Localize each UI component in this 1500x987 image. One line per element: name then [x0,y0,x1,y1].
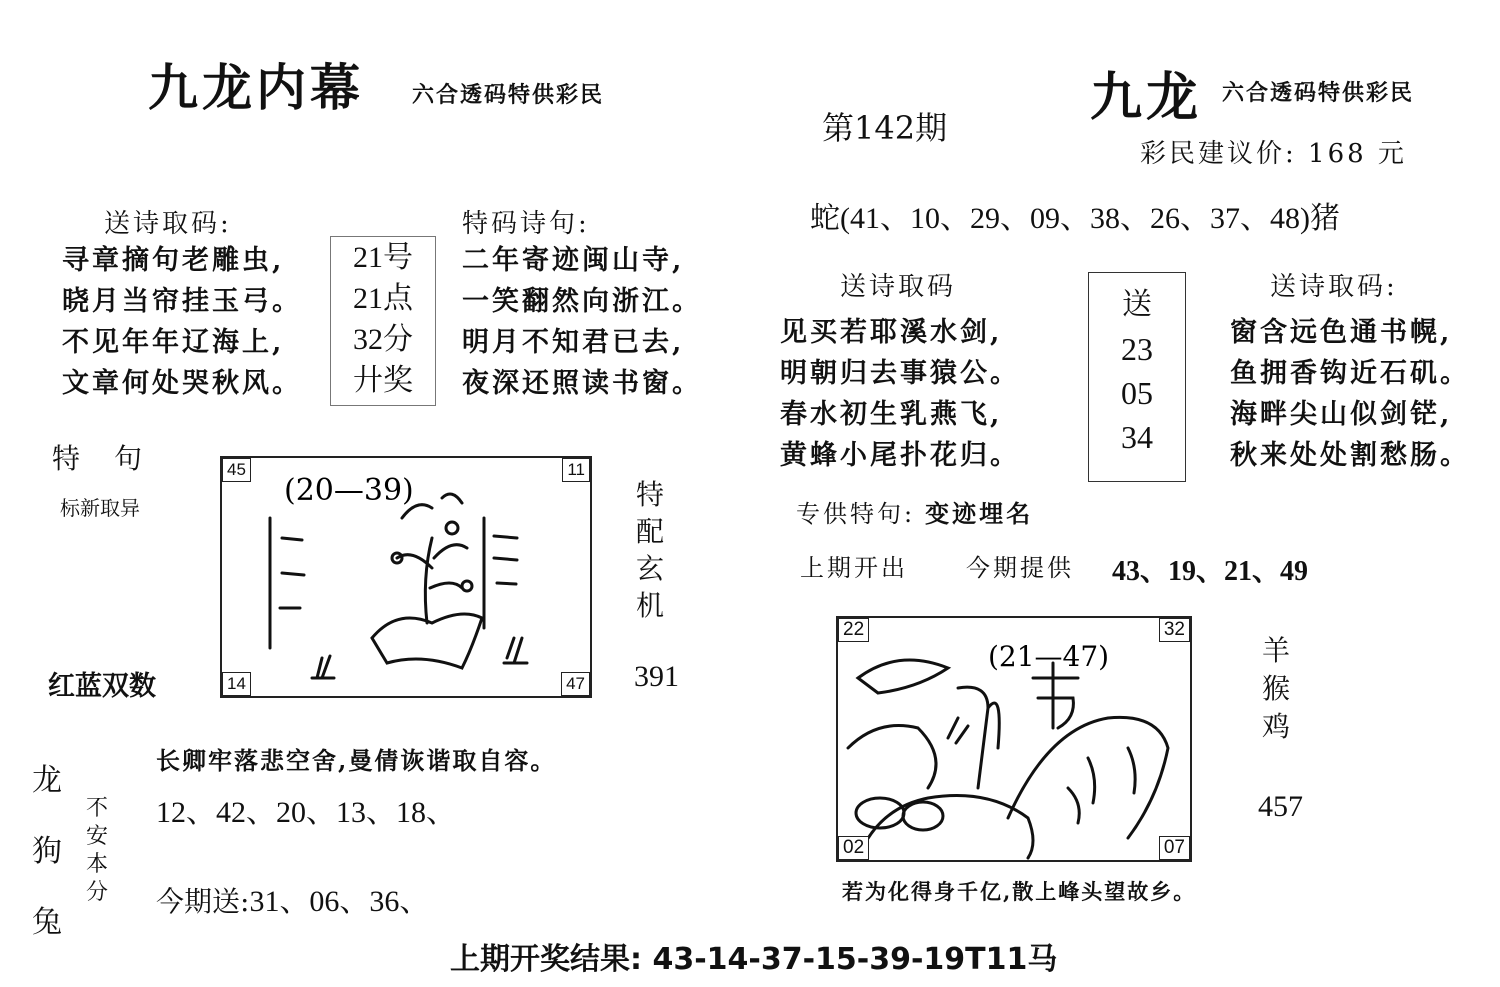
right-subtitle: 六合透码特供彩民 [1222,80,1415,106]
not-safe-column [86,795,108,907]
last-result: 上期开奖结果: 43-14-37-15-39-19T11马 [450,942,1058,977]
side-char: 机 [636,589,665,622]
right-special-row [796,494,1033,529]
left-middle-box [330,236,436,406]
side-char: 猴 [1262,672,1291,705]
left-poem2 [462,240,702,404]
right-scribble-text: (21—47) [988,640,1110,673]
pic-corner-tr: 11 [562,458,590,482]
provide-label: 今期提供 [966,554,1074,582]
left-special-text: 标新取异 [60,496,140,520]
left-sketch [222,458,590,696]
last-label: 上期开出 [800,554,908,582]
middle-item: 23 [1121,331,1153,367]
right-bottom-poem: 若为化得身千亿,散上峰头望故乡。 [842,879,1197,904]
poem-line: 窗含远色通书幌, [1230,317,1453,348]
pic-corner-br: 47 [561,672,590,696]
poem-line: 海畔尖山似剑铓, [1230,399,1453,430]
not-safe-char: 分 [86,880,109,905]
poem-line: 明朝归去事猿公。 [780,358,1020,389]
right-sketch [838,618,1190,860]
poem-line: 鱼拥香钩近石矶。 [1230,358,1470,389]
poem-line: 寻章摘句老雕虫, [62,245,285,276]
animal: 龙 [32,763,62,798]
right-poem1 [780,312,1020,476]
poem-line: 黄蜂小尾扑花归。 [780,440,1020,471]
left-scribble-text: (20—39) [284,473,414,508]
side-char: 特 [636,478,665,511]
poem-line: 春水初生乳燕飞, [780,399,1003,430]
middle-item: 21号 [353,241,413,274]
send-label: 今期送: [156,885,250,918]
poem-line: 一笑翻然向浙江。 [462,286,702,317]
left-side-number: 391 [634,660,679,693]
left-side-vertical [636,476,664,624]
not-safe-char: 本 [86,852,109,877]
middle-item: 32分 [353,323,413,356]
issue-number: 第142期 [822,109,948,147]
right-special-text: 变迹埋名 [925,499,1034,528]
pic-corner-bl: 02 [838,836,869,860]
side-char: 羊 [1262,634,1291,667]
pic-corner-bl: 14 [222,672,251,696]
send-row [156,876,429,920]
right-poem1-label: 送诗取码 [840,272,957,302]
right-poem2-label: 送诗取码: [1270,272,1398,302]
poem-line: 晓月当帘挂玉弓。 [62,286,302,317]
left-picture [220,456,592,698]
poem-line: 文章何处哭秋风。 [62,368,302,399]
middle-item: 21点 [353,282,413,315]
poem-line: 秋来处处割愁肠。 [1230,440,1470,471]
left-line-poem: 长卿牢落悲空舍,曼倩诙谐取自容。 [156,746,557,775]
red-blue-label: 红蓝双数 [48,671,156,702]
side-char: 配 [636,515,665,548]
provide-numbers: 43、19、21、49 [1112,556,1309,587]
right-middle-box [1088,272,1186,482]
animal: 狗 [32,834,62,869]
right-picture [836,616,1192,862]
side-char: 玄 [636,552,665,585]
price: 彩民建议价: 168 元 [1140,139,1407,169]
not-safe-char: 安 [86,824,109,849]
poem-line: 不见年年辽海上, [62,327,285,358]
left-poem2-label: 特码诗句: [462,209,590,239]
poem-line: 见买若耶溪水剑, [780,317,1003,348]
pic-corner-tl: 22 [838,618,869,642]
snake-line: 蛇(41、10、29、09、38、26、37、48)猪 [810,202,1340,235]
left-subtitle: 六合透码特供彩民 [412,82,605,108]
poem-line: 明月不知君已去, [462,327,685,358]
animal: 兔 [32,905,62,940]
right-poem2 [1230,312,1470,476]
poem-line: 二年寄迹闽山寺, [462,245,685,276]
right-side-number: 457 [1258,790,1303,823]
left-special-label: 特 句 [52,442,146,475]
right-title: 九龙 [1090,67,1203,128]
left-numbers: 12、42、20、13、18、 [156,796,456,829]
right-side-vertical [1262,632,1290,746]
left-poem1-label: 送诗取码: [104,209,232,239]
send-numbers: 31、06、36、 [249,885,430,918]
pic-corner-br: 07 [1159,836,1190,860]
poem-line: 夜深还照读书窗。 [462,368,702,399]
left-title: 九龙内幕 [148,58,364,117]
middle-item: 廾奖 [353,364,413,397]
middle-item: 34 [1121,419,1153,455]
middle-item: 05 [1121,375,1153,411]
left-poem1 [62,240,302,404]
animals-column [32,745,62,958]
pic-corner-tl: 45 [222,458,251,482]
right-special-label: 专供特句: [796,500,916,528]
side-char: 鸡 [1262,710,1291,743]
middle-item: 送 [1122,287,1152,322]
pic-corner-tr: 32 [1159,618,1190,642]
not-safe-char: 不 [86,796,109,821]
